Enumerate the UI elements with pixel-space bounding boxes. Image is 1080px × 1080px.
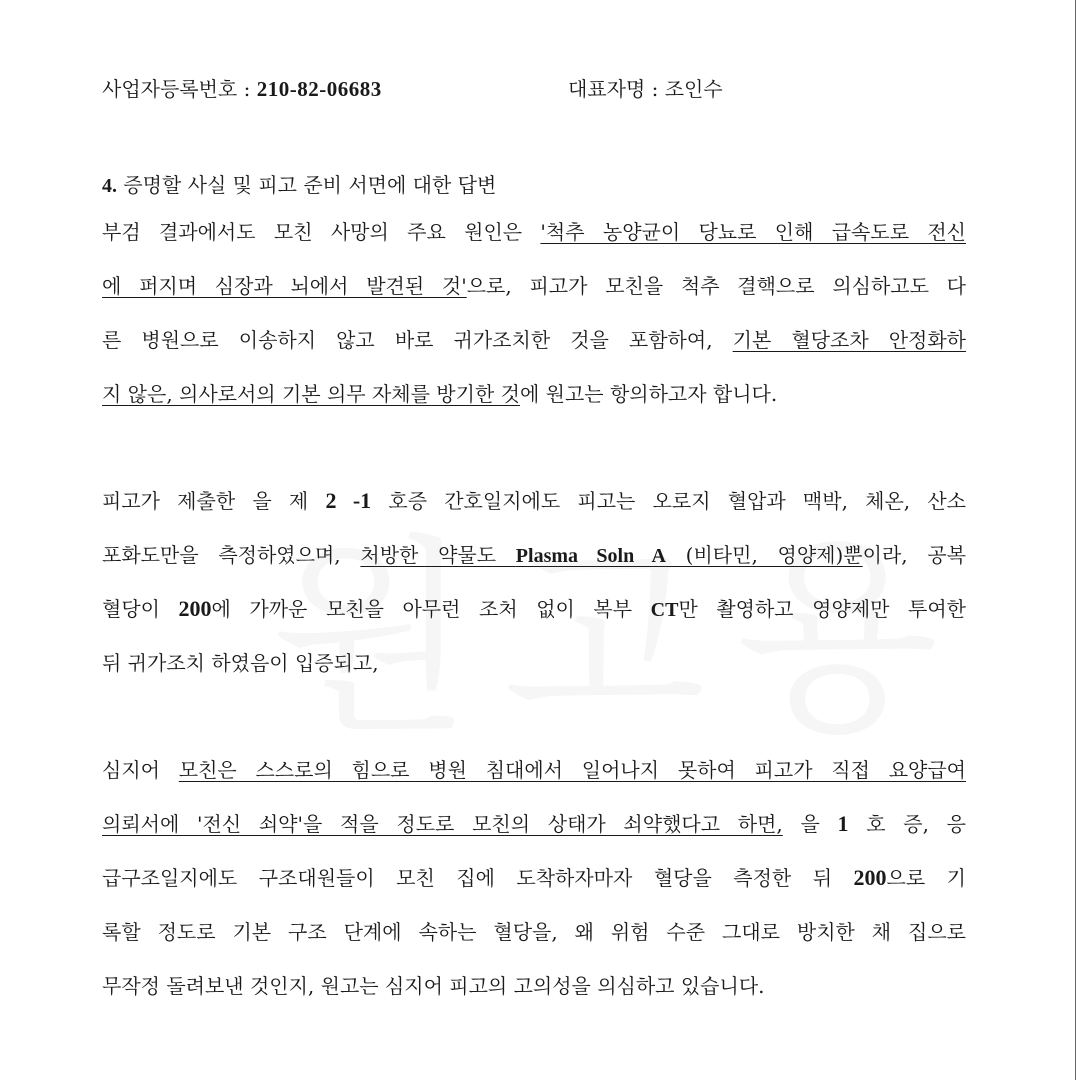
representative-label: 대표자명 :: [568, 77, 665, 101]
text-run: 이라, 공복: [862, 543, 967, 567]
section4-line-3: [102, 326, 966, 354]
section4-line-4: [102, 380, 777, 408]
text-run: 만 촬영하고 영양제만 투여한: [678, 597, 966, 621]
exhibit-number: 2 -1: [325, 488, 372, 513]
underlined-text: 기본 혈당조차 안정화하: [732, 328, 966, 352]
text-run: 심지어: [102, 758, 179, 782]
para3-line-5: [102, 972, 765, 1000]
text-run: 뒤 귀가조치 하였음이 입증되고,: [102, 651, 379, 675]
text-run: 록할 정도로 기본 구조 단계에 속하는 혈당을, 왜 위험 수준 그대로 방치한 채 집으로: [102, 920, 966, 944]
section-heading: [102, 171, 496, 199]
text-run: 무작정 돌려보낸 것인지, 원고는 심지어 피고의 고의성을 의심하고 있습니다.: [102, 974, 765, 998]
para2-line-2: [102, 541, 966, 569]
para2-line-4: [102, 649, 379, 677]
ct-term: CT: [650, 599, 679, 621]
para3-line-2: [102, 810, 966, 838]
text-run: 에 원고는 항의하고자 합니다.: [519, 382, 778, 406]
page-edge-line: [1075, 0, 1076, 1080]
section4-line-2: [102, 272, 966, 300]
text-run: (비타민, 영양제)뿐: [665, 543, 863, 567]
para2-line-1: [102, 487, 966, 515]
representative-name: 조인수: [664, 77, 723, 101]
underlined-text: '척추 농양균이 당뇨로 인해 급속도로 전신: [540, 220, 966, 244]
text-run: 급구조일지에도 구조대원들이 모친 집에 도착하자마자 혈당을 측정한 뒤: [102, 866, 854, 890]
text-run: 호증 간호일지에도 피고는 오로지 혈압과 맥박, 체온, 산소: [371, 489, 967, 513]
section4-line-1: [102, 218, 966, 246]
glucose-value: 200: [853, 865, 887, 890]
registration-number: 210-82-06683: [256, 77, 382, 101]
para2-line-3: [102, 595, 966, 623]
underlined-drug-phrase: [360, 543, 862, 567]
underlined-text: 에 퍼지며 심장과 뇌에서 발견된 것': [102, 274, 467, 298]
para3-line-1: [102, 756, 966, 784]
drug-name: Plasma Soln A: [515, 545, 666, 567]
section-title: 증명할 사실 및 피고 준비 서면에 대한 답변: [117, 173, 497, 197]
text-run: 포화도만을 측정하였으며,: [102, 543, 361, 567]
para3-line-3: [102, 864, 966, 892]
underlined-text: 지 않은, 의사로서의 기본 의무 자체를 방기한 것: [102, 382, 520, 406]
text-run: 혈당이: [102, 597, 179, 621]
text-run: 으로, 피고가 모친을 척추 결핵으로 의심하고도 다: [466, 274, 966, 298]
text-run: 호 증, 응: [848, 812, 966, 836]
business-registration: [102, 75, 382, 103]
para3-line-4: [102, 918, 966, 946]
text-run: 처방한 약물도: [360, 543, 516, 567]
glucose-value: 200: [178, 596, 212, 621]
representative: [568, 75, 723, 103]
text-run: 을: [782, 812, 838, 836]
registration-label: 사업자등록번호 :: [102, 77, 257, 101]
underlined-text: 모친은 스스로의 힘으로 병원 침대에서 일어나지 못하여 피고가 직접 요양급여: [178, 758, 966, 782]
text-run: 피고가 제출한 을 제: [102, 489, 326, 513]
exhibit-number: 1: [837, 811, 849, 836]
section-number: 4.: [102, 175, 117, 197]
underlined-text: 의뢰서에 '전신 쇠약'을 적을 정도로 모친의 상태가 쇠약했다고 하면,: [102, 812, 783, 836]
text-run: 부검 결과에서도 모친 사망의 주요 원인은: [102, 220, 541, 244]
text-run: 에 가까운 모친을 아무런 조처 없이 복부: [211, 597, 651, 621]
text-run: 으로 기: [886, 866, 966, 890]
text-run: 른 병원으로 이송하지 않고 바로 귀가조치한 것을 포함하여,: [102, 328, 733, 352]
